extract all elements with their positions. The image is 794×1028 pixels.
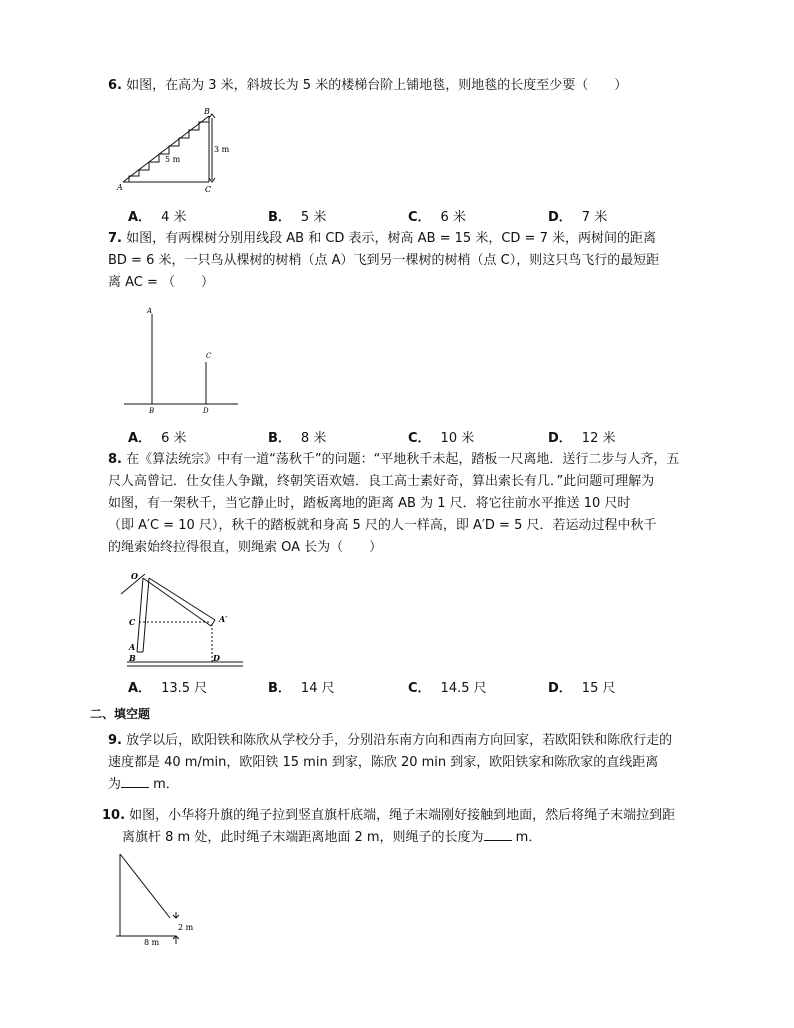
q10-label-gap: 2 m — [178, 923, 194, 932]
q7-line-1: 如图，有两棵树分别用线段 AB 和 CD 表示，树高 AB = 15 米，CD = 7 米，两树间的距离 — [126, 231, 656, 246]
q9-line-3-suffix: m． — [149, 777, 179, 792]
q10-label-base: 8 m — [144, 938, 160, 947]
q8-choice-c[interactable]: C． 14.5 尺 — [408, 681, 487, 696]
q6-figure — [115, 104, 230, 194]
q7-label-c: C — [206, 352, 212, 360]
q10-line-1: 如图，小华将升旗的绳子拉到竖直旗杆底端，绳子末端刚好接触到地面，然后将绳子末端拉到距 — [129, 808, 676, 823]
q7-label-b: B — [149, 407, 155, 415]
q8-line-5: 的绳索始终拉得很直，则绳索 OA 长为（ ） — [108, 540, 383, 555]
q10-number: 10. — [102, 808, 126, 823]
q8-label-aprime: A′ — [219, 614, 228, 624]
q6-choice-a[interactable]: A． 4 米 — [128, 210, 187, 225]
q9-line-3-prefix: 为 — [108, 777, 122, 792]
q7-choice-c[interactable]: C． 10 米 — [408, 431, 475, 446]
q7-label-d: D — [203, 407, 209, 415]
q10-figure — [112, 850, 202, 948]
section-fill-in-title: 二、填空题 — [90, 707, 151, 721]
q8-label-d: D — [213, 653, 220, 663]
q7-line-2: BD = 6 米，一只鸟从棵树的树梢（点 A）飞到另一棵树的树梢（点 C），则这只鸟飞行的最短距 — [108, 253, 660, 268]
q7-choice-b[interactable]: B． 8 米 — [268, 431, 327, 446]
q9-number: 9. — [108, 733, 122, 748]
q6-stem — [108, 75, 627, 97]
q7-line-3: 离 AC = （ ） — [108, 275, 215, 290]
q9-answer-blank[interactable] — [121, 775, 149, 788]
q7-label-a: A — [147, 307, 153, 315]
q8-label-c: C — [129, 617, 136, 627]
q6-text: 如图，在高为 3 米，斜坡长为 5 米的楼梯台阶上铺地毯，则地毯的长度至少要（ ） — [126, 78, 628, 93]
q6-choice-b[interactable]: B． 5 米 — [268, 210, 327, 225]
q7-number: 7. — [108, 231, 122, 246]
q6-label-height: 3 m — [214, 145, 230, 154]
q6-number: 6. — [108, 78, 122, 93]
q9-line-2: 速度都是 40 m/min，欧阳铁 15 min 到家，陈欣 20 min 到家，欧阳铁家和陈欣家的直线距离 — [108, 755, 659, 770]
q8-line-3: 如图，有一架秋千，当它静止时，踏板离地的距离 AB 为 1 尺．将它往前水平推送 10 尺时 — [108, 496, 631, 511]
q7-figure — [120, 304, 244, 416]
q8-choice-a[interactable]: A． 13.5 尺 — [128, 681, 208, 696]
q7-stem — [108, 228, 659, 294]
q6-label-b: B — [204, 107, 210, 116]
q8-label-a: A — [129, 642, 136, 652]
q10-line-2-prefix: 离旗杆 8 m 处，此时绳子末端距离地面 2 m，则绳子的长度为 — [122, 830, 484, 845]
q9-stem — [108, 730, 672, 796]
q8-line-4: （即 A′C = 10 尺），秋千的踏板就和身高 5 尺的人一样高，即 A′D = 5 尺．若运动过程中秋千 — [108, 518, 657, 533]
q10-line-2-suffix: m． — [511, 830, 542, 845]
q6-choice-c[interactable]: C． 6 米 — [408, 210, 466, 225]
q6-label-a: A — [117, 183, 123, 192]
q8-line-2: 尺人高曾记．仕女佳人争蹴，终朝笑语欢嬉．良工高士素好奇，算出索长有几．”此问题可理解为 — [108, 474, 655, 489]
q6-label-c: C — [205, 185, 212, 194]
q7-choice-d[interactable]: D． 12 米 — [548, 431, 616, 446]
q6-label-slope: 5 m — [165, 155, 181, 164]
q9-line-1: 放学以后，欧阳铁和陈欣从学校分手，分别沿东南方向和西南方向回家，若欧阳铁和陈欣行走的 — [126, 733, 673, 748]
q8-number: 8. — [108, 452, 122, 467]
q8-figure — [115, 570, 250, 670]
q8-label-o: O — [131, 571, 138, 581]
q8-stem — [108, 449, 679, 559]
q10-answer-blank[interactable] — [484, 828, 512, 841]
q8-choice-d[interactable]: D． 15 尺 — [548, 681, 616, 696]
q6-choice-d[interactable]: D． 7 米 — [548, 210, 608, 225]
q8-choice-b[interactable]: B． 14 尺 — [268, 681, 335, 696]
q10-stem — [102, 805, 675, 849]
q8-label-b: B — [129, 653, 136, 663]
q7-choice-a[interactable]: A． 6 米 — [128, 431, 187, 446]
q8-line-1: 在《算法统宗》中有一道“荡秋千”的问题：“平地秋千未起，踏板一尺离地．送行二步与人齐，五 — [126, 452, 680, 467]
